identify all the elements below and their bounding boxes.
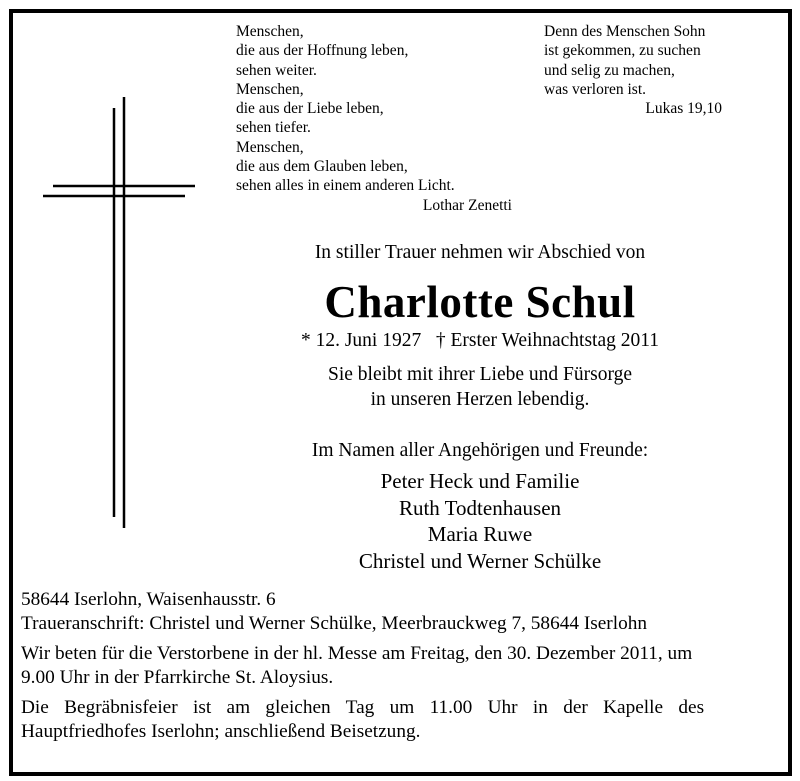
tribute-line: Sie bleibt mit ihrer Liebe und Fürsorge: [327, 364, 632, 385]
bible-reference: Lukas 19,10: [645, 100, 722, 118]
poem-line: Menschen,: [236, 23, 304, 40]
details: [21, 588, 769, 744]
announcement-intro: In stiller Trauer nehmen wir Abschied von: [314, 242, 646, 263]
bible-quote-line: ist gekommen, zu suchen: [544, 42, 701, 60]
deceased-name: Charlotte Schul: [324, 277, 636, 327]
mourners-intro: Im Namen aller Angehörigen und Freunde:: [311, 440, 649, 461]
address: 58644 Iserlohn, Waisenhausstr. 6: [21, 589, 276, 610]
poem-line: sehen tiefer.: [236, 119, 311, 137]
poem-line: sehen alles in einem anderen Licht.: [236, 177, 455, 195]
mass-info: [21, 642, 769, 690]
mass-info-line: 9.00 Uhr in der Pfarrkirche St. Aloysius.: [21, 667, 334, 688]
poem-line: die aus der Hoffnung leben,: [236, 42, 409, 60]
bible-quote: [544, 22, 722, 118]
mourner: Peter Heck und Familie: [380, 469, 580, 493]
mourner: Maria Ruwe: [427, 522, 533, 546]
poem-line: sehen weiter.: [236, 61, 317, 79]
bible-quote-line: Denn des Menschen Sohn: [544, 23, 706, 40]
life-dates: * 12. Juni 1927 † Erster Weihnachtstag 2011: [300, 330, 660, 351]
poem-line: Menschen,: [236, 138, 304, 156]
poem-line: die aus der Liebe leben,: [236, 100, 384, 118]
mourners-list: [270, 468, 690, 574]
poem-author: Lothar Zenetti: [422, 196, 512, 214]
mourner: Christel und Werner Schülke: [358, 548, 602, 573]
tribute-line: in unseren Herzen lebendig.: [370, 389, 590, 410]
poem: [236, 22, 516, 215]
bible-quote-line: und selig zu machen,: [544, 61, 675, 79]
mourning-address: Traueranschrift: Christel und Werner Schülke, Meerbrauckweg 7, 58644 Iserlohn: [21, 613, 647, 634]
mourner: Ruth Todtenhausen: [398, 495, 562, 520]
funeral-info-line: Die Begräbnisfeier ist am gleichen Tag um 11.00 Uhr in der Kapelle des: [21, 697, 705, 718]
funeral-info: [21, 696, 769, 744]
bible-quote-line: was verloren ist.: [544, 80, 647, 98]
funeral-info-line: Hauptfriedhofes Iserlohn; anschließend Beisetzung.: [21, 721, 421, 742]
poem-line: Menschen,: [236, 80, 304, 98]
poem-line: die aus dem Glauben leben,: [236, 158, 408, 176]
mass-info-line: Wir beten für die Verstorbene in der hl. Messe am Freitag, den 30. Dezember 2011, um: [21, 643, 693, 664]
tribute: [270, 362, 690, 412]
